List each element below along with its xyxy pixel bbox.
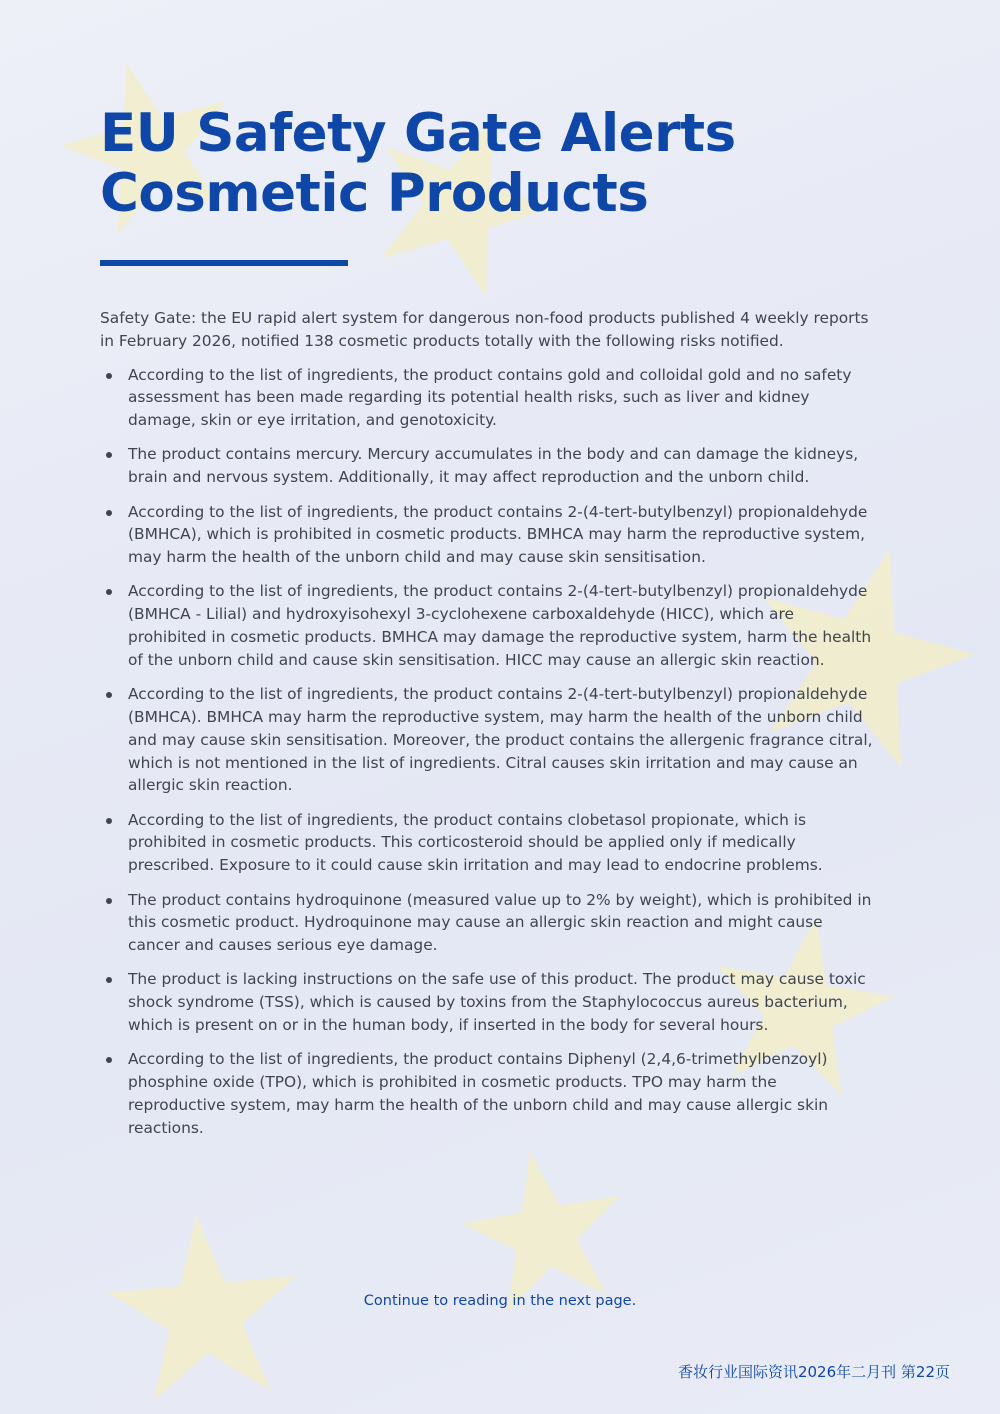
star-shape-5 — [451, 1137, 637, 1317]
risk-list-item — [100, 443, 875, 489]
page-title — [100, 104, 920, 224]
bullet-icon — [106, 373, 112, 379]
risk-list-item — [100, 683, 875, 797]
risk-list-item — [100, 364, 875, 432]
risk-text: According to the list of ingredients, the product contains clobetasol propionate, which is prohibited in cosmetic products. This corticosteroid should be applied only if medically prescribed. Exposure to it could cause skin irritation and may lead to endocrine problems. — [128, 810, 823, 875]
risk-text: According to the list of ingredients, the product contains 2-(4-tert-butylbenzyl) propionaldehyde (BMHCA), which is prohibited in cosmetic products. BMHCA may harm the reproductive system, may harm the health of the unborn child and may cause skin sensitisation. — [128, 502, 868, 567]
page-title-line-2: Cosmetic Products — [100, 163, 649, 224]
risk-list — [100, 364, 875, 1140]
bullet-icon — [106, 692, 112, 698]
risk-list-item — [100, 580, 875, 671]
risk-text: According to the list of ingredients, the product contains 2-(4-tert-butylbenzyl) propionaldehyde (BMHCA - Lilial) and hydroxyisohexyl 3-cyclohexene carboxaldehyde (HICC), which are prohibited in cosmetic products. BMHCA may damage the reproductive system, harm the health of the unborn child and cause skin sensitisation. HICC may cause an allergic skin reaction. — [128, 582, 872, 669]
risk-list-item — [100, 889, 875, 957]
risk-list-item — [100, 501, 875, 569]
risk-text: According to the list of ingredients, the product contains 2-(4-tert-butylbenzyl) propionaldehyde (BMHCA). BMHCA may harm the reproductive system, may harm the health of the unborn child and may cause skin sensitisation. Moreover, the product contains the allergenic fragrance citral, which is not mentioned in the list of ingredients. Citral causes skin irritation and may cause an allergic skin reaction. — [128, 685, 873, 795]
bullet-icon — [106, 977, 112, 983]
article-body — [100, 307, 875, 1151]
title-underline — [100, 260, 348, 266]
risk-text: According to the list of ingredients, the product contains Diphenyl (2,4,6-trimethylbenzoyl) phosphine oxide (TPO), which is prohibited in cosmetic products. TPO may harm the reproductive system, may harm the health of the unborn child and may cause allergic skin reactions. — [128, 1050, 829, 1137]
risk-text: The product is lacking instructions on the safe use of this product. The product may cause toxic shock syndrome (TSS), which is caused by toxins from the Staphylococcus aureus bacterium, which is present on or in the human body, if inserted in the body for several hours. — [128, 970, 866, 1035]
page-footer: 香妆行业国际资讯2026年二月刊 第22页 — [677, 1363, 950, 1381]
bullet-icon — [106, 510, 112, 516]
risk-text: The product contains hydroquinone (measured value up to 2% by weight), which is prohibited in this cosmetic product. Hydroquinone may cause an allergic skin reaction and might cause cancer and causes serious eye damage. — [128, 890, 872, 955]
page-title-line-1: EU Safety Gate Alerts — [100, 103, 736, 164]
bullet-icon — [106, 1057, 112, 1063]
risk-text: The product contains mercury. Mercury accumulates in the body and can damage the kidneys, brain and nervous system. Additionally, it may affect reproduction and the unborn child. — [128, 445, 859, 487]
bullet-icon — [106, 818, 112, 824]
risk-list-item — [100, 1048, 875, 1139]
bullet-icon — [106, 452, 112, 458]
bullet-icon — [106, 898, 112, 904]
bullet-icon — [106, 589, 112, 595]
continue-reading-note: Continue to reading in the next page. — [363, 1293, 637, 1309]
risk-list-item — [100, 809, 875, 877]
risk-text: According to the list of ingredients, the product contains gold and colloidal gold and no safety assessment has been made regarding its potential health risks, such as liver and kidney damage, skin or eye irritation, and genotoxicity. — [128, 365, 852, 430]
intro-paragraph: Safety Gate: the EU rapid alert system for dangerous non-food products published 4 weekly reports in February 2026, notified 138 cosmetic products totally with the following risks notified. — [100, 309, 869, 350]
risk-list-item — [100, 968, 875, 1036]
